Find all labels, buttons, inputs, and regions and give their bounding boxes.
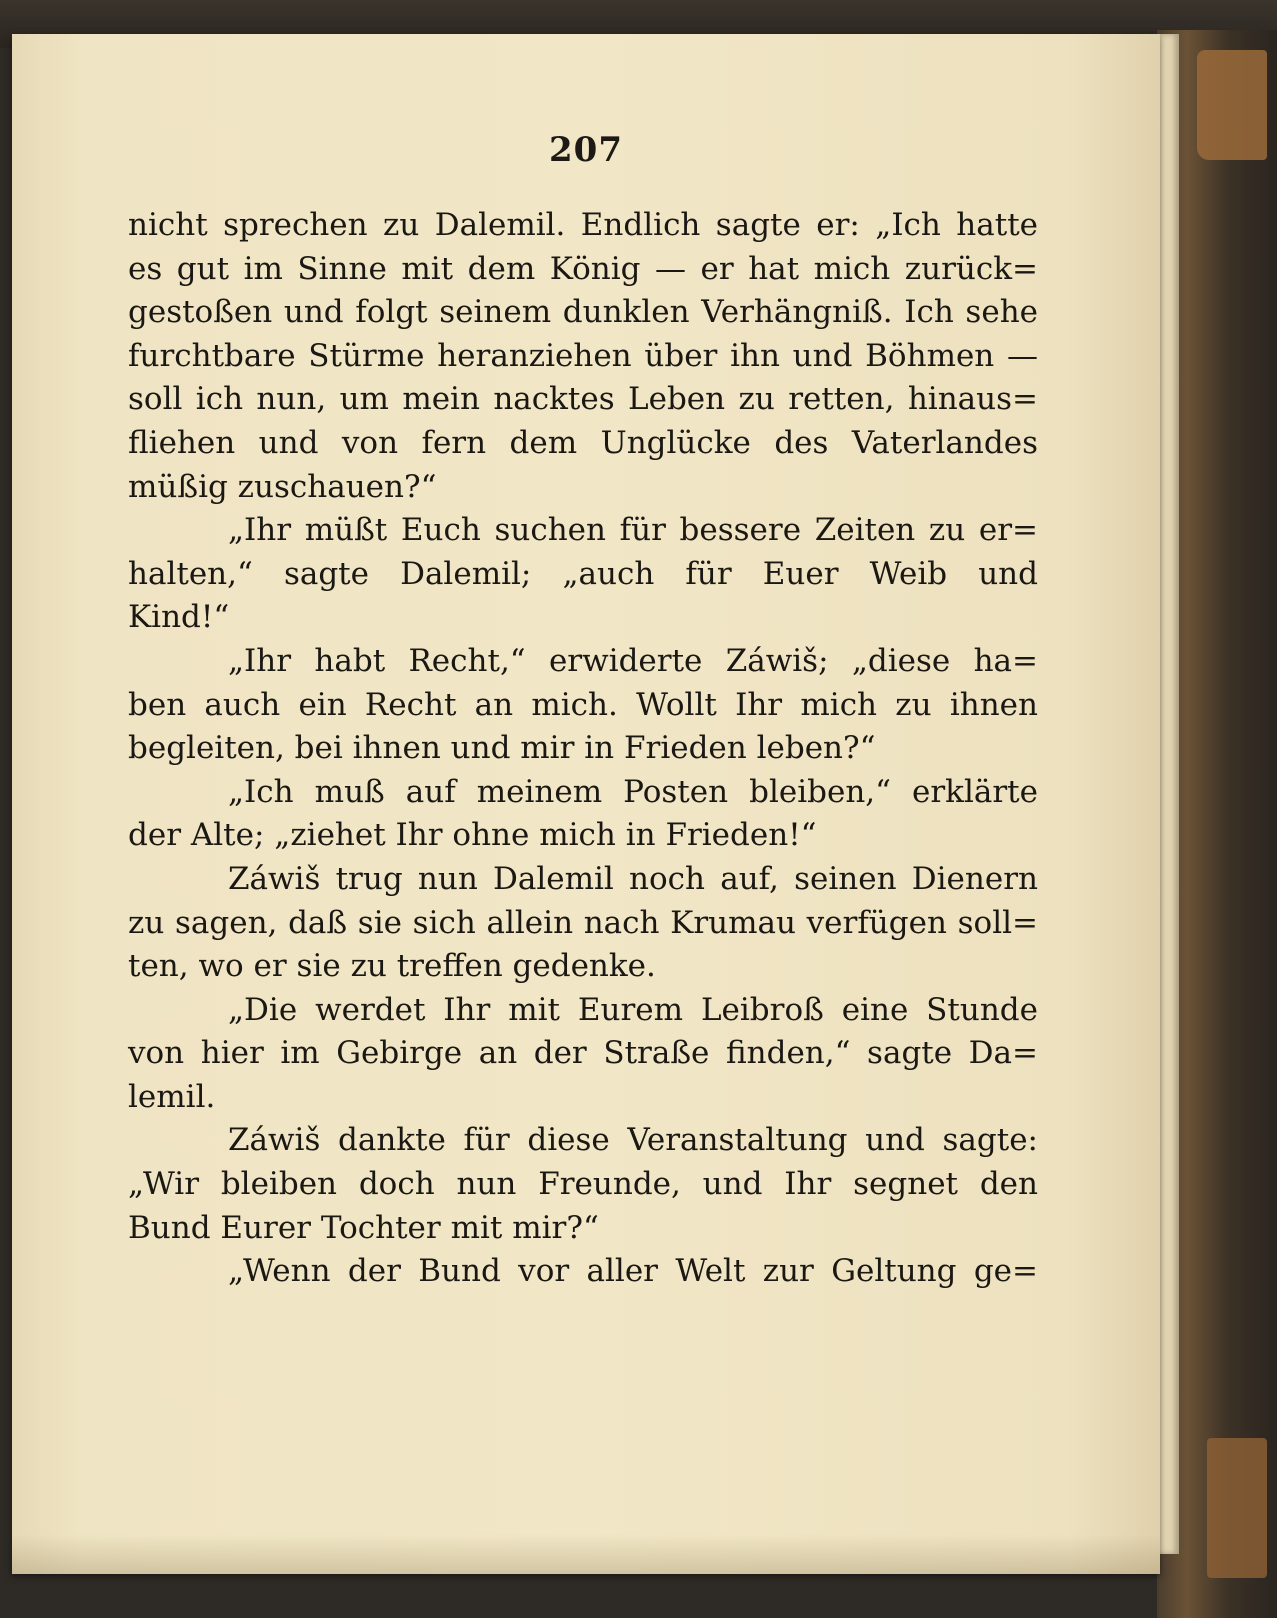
text-line: lemil. [128, 1078, 216, 1115]
text-line: von hier im Gebirge an der Straße finden,“ sagte Da= [128, 1035, 1038, 1072]
text-line: ten, wo er sie zu treffen gedenke. [128, 948, 656, 985]
text-line: „Ich muß auf meinem Posten bleiben,“ erklärte [228, 773, 1038, 810]
body-text [128, 204, 1038, 1294]
leather-corner-top [1197, 50, 1267, 160]
text-line: es gut im Sinne mit dem König — er hat mich zurück= [128, 250, 1038, 287]
text-line: ben auch ein Recht an mich. Wollt Ihr mich zu ihnen [128, 686, 1038, 723]
text-line: furchtbare Stürme heranziehen über ihn und Böhmen — [128, 337, 1038, 374]
text-line: zu sagen, daß sie sich allein nach Krumau verfügen soll= [128, 904, 1038, 941]
text-line: „Ihr habt Recht,“ erwiderte Záwiš; „diese ha= [228, 642, 1038, 679]
text-line: nicht sprechen zu Dalemil. Endlich sagte er: „Ich hatte [128, 207, 1038, 243]
text-line: Záwiš dankte für diese Veranstaltung und sagte: [228, 1122, 1038, 1159]
text-line: Bund Eurer Tochter mit mir?“ [128, 1209, 599, 1246]
text-line: der Alte; „ziehet Ihr ohne mich in Frieden!“ [128, 817, 817, 854]
text-line: „Wenn der Bund vor aller Welt zur Geltung ge= [228, 1253, 1038, 1290]
text-line: „Ihr müßt Euch suchen für bessere Zeiten zu er= [228, 512, 1038, 549]
text-line: begleiten, bei ihnen und mir in Frieden leben?“ [128, 730, 876, 767]
text-line: „Die werdet Ihr mit Eurem Leibroß eine Stunde [228, 991, 1038, 1028]
text-line: Kind!“ [128, 599, 230, 636]
text-line: „Wir bleiben doch nun Freunde, und Ihr segnet den [128, 1166, 1038, 1203]
text-line: halten,“ sagte Dalemil; „auch für Euer Weib und [128, 555, 1038, 592]
page-number: 207 [549, 130, 623, 170]
text-line: fliehen und von fern dem Unglücke des Vaterlandes [128, 424, 1038, 461]
text-line: gestoßen und folgt seinem dunklen Verhängniß. Ich sehe [128, 294, 1038, 331]
book-page [12, 34, 1160, 1574]
text-line: Záwiš trug nun Dalemil noch auf, seinen Dienern [228, 860, 1038, 897]
text-line: müßig zuschauen?“ [128, 468, 437, 505]
text-line: soll ich nun, um mein nacktes Leben zu retten, hinaus= [128, 381, 1038, 418]
leather-corner-bottom [1207, 1438, 1267, 1578]
